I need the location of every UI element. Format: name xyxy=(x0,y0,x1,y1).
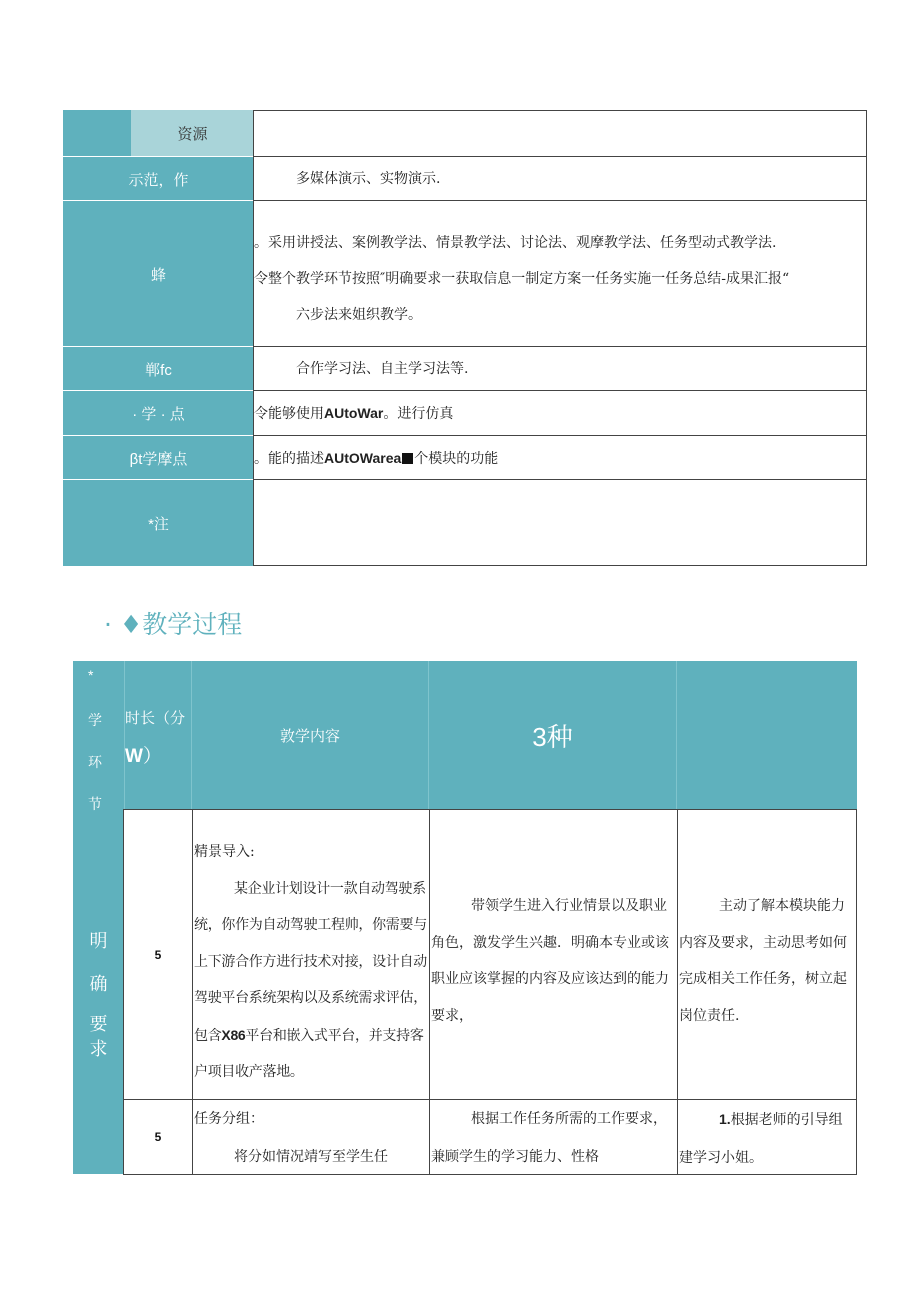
difficult-point-content xyxy=(253,435,867,480)
key-point-content xyxy=(253,390,867,436)
method-content xyxy=(253,200,867,347)
row2-teacher xyxy=(429,1099,678,1175)
duration-header xyxy=(124,661,192,810)
note-content xyxy=(253,479,867,566)
difficult-point-label: βt学摩点 xyxy=(63,435,254,480)
row2-content-title: 任务分组： xyxy=(194,1111,264,1127)
content-header: 敦学内容 xyxy=(192,661,429,810)
method-line-2: 令整个教学环节按照″明确要求一获取信息一制定方案一任务实施一任务总结-成果汇报“ xyxy=(254,271,790,287)
learning-method-label: 郸fc xyxy=(63,346,254,391)
row2-content xyxy=(192,1099,430,1175)
key-point-bold: AUtoWar xyxy=(324,405,384,421)
duration-header-line1: 时长（分 xyxy=(125,710,186,727)
row1-teacher xyxy=(429,809,678,1100)
section-title: · ♦教学过程 xyxy=(104,610,243,639)
difficult-point-pre: 。能的描述 xyxy=(254,451,324,467)
learning-method-text: 合作学习法、自主学习法等. xyxy=(296,361,469,377)
stage-1-char: 要 xyxy=(89,1014,108,1032)
stage-header-char: * xyxy=(88,667,94,683)
demo-label: 示范，作 xyxy=(63,156,254,201)
key-point-pre: 令能够使用 xyxy=(254,406,324,422)
stage-1-char: 求 xyxy=(89,1039,108,1060)
row1-content-bold: X86 xyxy=(221,1026,246,1043)
student-header xyxy=(677,661,857,810)
duration-header-unit: W xyxy=(125,746,143,767)
method-line-3: 六步法来姐织教学。 xyxy=(296,307,422,323)
row2-student xyxy=(677,1099,857,1175)
key-point-post: 。进行仿真 xyxy=(383,406,454,422)
row1-content xyxy=(192,809,430,1100)
method-label: 蜂 xyxy=(63,200,254,347)
row2-minutes: 5 xyxy=(123,1099,193,1175)
difficult-point-post: 个模块的功能 xyxy=(414,451,499,467)
duration-header-close: ） xyxy=(142,746,162,767)
stage-header xyxy=(73,661,124,810)
learning-method-content xyxy=(253,346,867,391)
stage-header-char: 节 xyxy=(88,796,102,812)
row1-content-body-1: 某企业计划设计一款自动驾驶系统，你作为自动驾驶工程帅，你需要与上下游合作方进行技术对接，设计自动驾驶平台系统架构以及系统需求评估，包含 xyxy=(194,880,427,1044)
black-square-icon xyxy=(402,453,413,464)
key-point-label: · 学 · 点 xyxy=(63,390,254,436)
row2-content-body: 将分如情况靖写至学生任 xyxy=(234,1149,388,1165)
stage-1-char: 确 xyxy=(89,974,108,995)
resource-content xyxy=(253,110,867,157)
row1-student-text: 主动了解本模块能力内容及要求，主动思考如何完成相关工作任务，树立起岗位责任. xyxy=(679,898,847,1024)
stage-1-char: 明 xyxy=(89,931,108,952)
row1-content-body-2: 平台和嵌入式平台，并支持客户项目收产落地。 xyxy=(194,1027,424,1080)
row2-student-bold: 1. xyxy=(719,1111,731,1127)
row1-minutes: 5 xyxy=(123,809,193,1100)
row2-teacher-text: 根据工作任务所需的工作要求，兼顾学生的学习能力、性格 xyxy=(431,1111,667,1165)
row1-content-body xyxy=(194,871,429,1091)
method-header: 3种 xyxy=(429,661,677,810)
row2-student-body: 根据老师的引导组建学习小姐。 xyxy=(679,1112,843,1166)
demo-content xyxy=(253,156,867,201)
stage-header-char: 环 xyxy=(88,754,102,770)
row2-student-text xyxy=(679,1100,856,1175)
row1-student xyxy=(677,809,857,1100)
stage-header-char: 学 xyxy=(88,712,102,728)
difficult-point-bold: AUtOWarea xyxy=(324,450,402,466)
note-label: *注 xyxy=(63,479,254,566)
resource-label: 资源 xyxy=(131,110,254,156)
row1-content-title: 精景导入: xyxy=(194,844,255,860)
demo-text: 多媒体演示、实物演示. xyxy=(296,171,441,187)
stage-1-label xyxy=(73,920,124,1068)
duration-header-line2 xyxy=(125,741,162,768)
row1-teacher-text: 带领学生进入行业情景以及职业角色，激发学生兴趣．明确本专业或该职业应该掌握的内容及应该达到的能力要求， xyxy=(431,898,669,1024)
method-line-1: 。采用讲授法、案例教学法、情景教学法、讨论法、观摩教学法、任务型动式教学法. xyxy=(254,235,777,251)
